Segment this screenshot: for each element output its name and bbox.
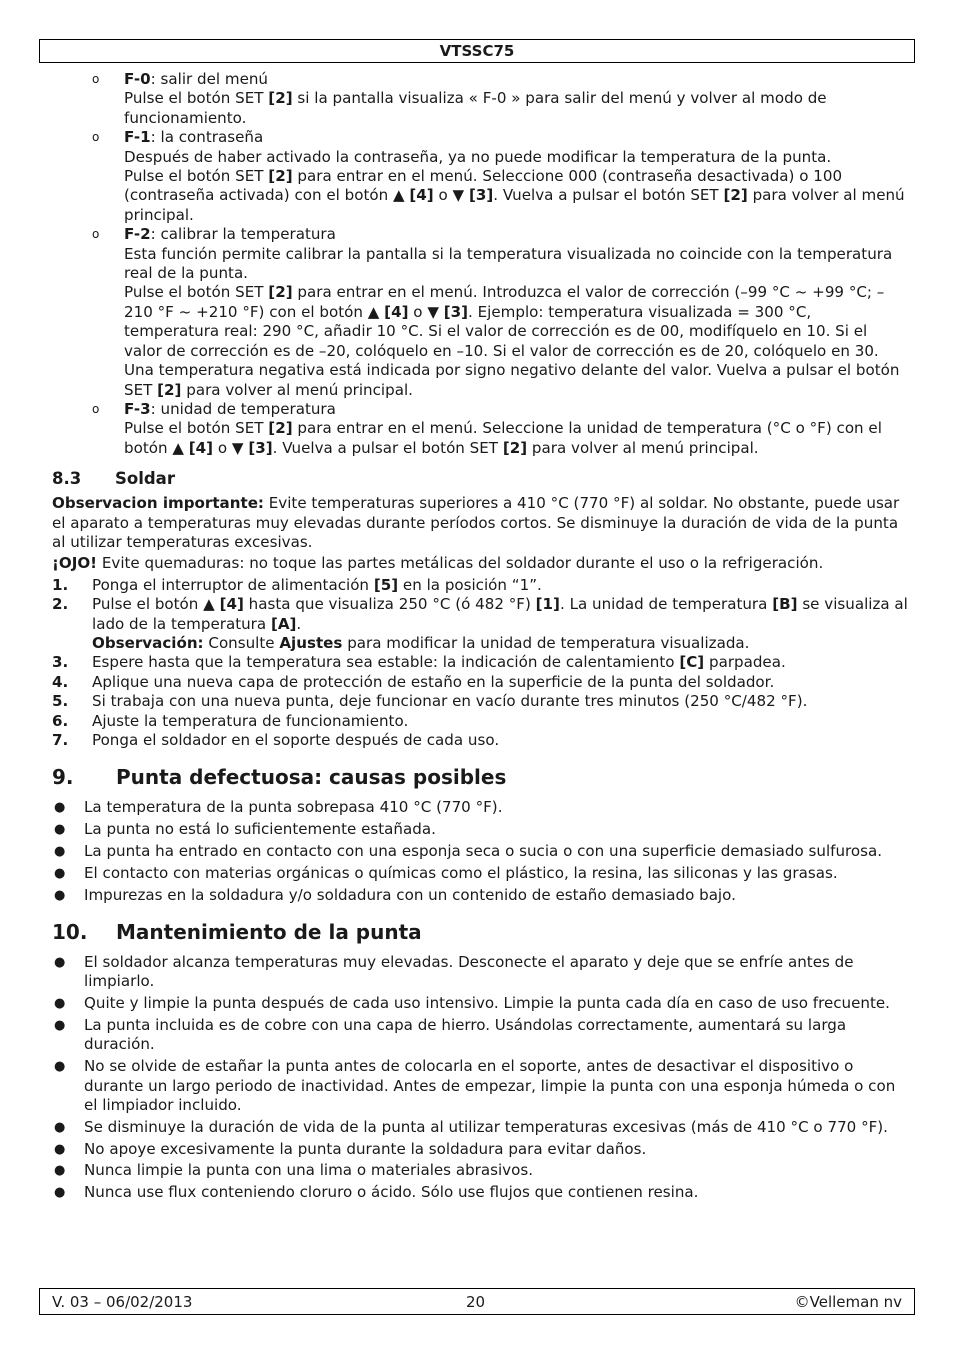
list-item-text: El contacto con materias orgánicas o químicas como el plástico, la resina, las siliconas y las grasas. [84,863,838,882]
list-item-text: No se olvide de estañar la punta antes de colocarla en el soporte, antes de desactivar el dispositivo o durante un largo periodo de inactividad. Antes de empezar, limpie la punta con una esponja húmeda o con el limpiador incluido. [84,1057,896,1115]
page-number: 20 [466,1293,486,1311]
menu-item-paragraph [124,167,908,225]
text-run: para volver al menú principal. [181,380,413,399]
list-item [52,842,908,861]
bold-text: [5] [373,575,399,594]
bold-text: Ajustes [279,633,343,652]
menu-item-f-2 [52,225,908,400]
list-item-text: Impurezas en la soldadura y/o soldadura con un contenido de estaño demasiado bajo. [84,885,736,904]
step-number: 1. [52,575,69,594]
text-run: o ▼ [408,302,444,321]
section-number: 10. [52,920,88,944]
text-run: Aplique una nueva capa de protección de estaño en la superficie de la punta del soldador. [92,672,775,691]
bullet-icon: ● [54,800,66,816]
bullet-icon: ● [54,822,66,838]
bullet-icon: ● [54,1018,66,1033]
list-item-text: Nunca limpie la punta con una lima o materiales abrasivos. [84,1161,534,1180]
important-note [52,494,908,552]
bold-text: [4] [409,186,434,205]
step-number: 6. [52,711,69,730]
text-run: hasta que visualiza 250 °C (ó 482 °F) [243,595,536,614]
list-item-text: La temperatura de la punta sobrepasa 410 °C (770 °F). [84,798,503,817]
menu-title: : unidad de temperatura [150,399,336,418]
menu-item-title [124,70,908,89]
list-item [52,864,908,883]
list-item [52,1016,908,1055]
menu-title: : salir del menú [150,70,268,88]
text-run: o ▼ [433,186,469,205]
page-footer [39,1288,915,1315]
bold-text: [2] [268,167,293,186]
text-run: Pulse el botón SET [124,419,269,438]
list-item-text: Nunca use flux conteniendo cloruro o ácido. Sólo use flujos que contienen resina. [84,1183,699,1202]
text-run: Ponga el interruptor de alimentación [92,575,374,594]
warning-note [52,554,908,573]
step-number: 2. [52,595,69,614]
menu-code: F-1 [124,128,151,147]
page-header [39,39,915,63]
bold-text: [3] [443,302,469,321]
step-item [52,595,908,653]
bullet-icon: ● [54,955,66,970]
text-run: Ajuste la temperatura de funcionamiento. [92,711,409,730]
list-item-text: Se disminuye la duración de vida de la punta al utilizar temperaturas excesivas (más de 410 °C o 770 °F). [84,1117,888,1136]
text-run: . [296,614,302,633]
step-number: 7. [52,731,69,749]
step-item [52,712,908,731]
bullet-icon: ● [54,865,66,881]
list-item [52,994,908,1013]
circle-bullet-icon: o [92,227,100,242]
bold-text: [2] [723,186,748,205]
list-item [52,886,908,905]
circle-bullet-icon: o [92,72,100,86]
text-run: Una temperatura negativa está indicada por signo negativo delante del valor. Vuelva a pulsar el botón SET [124,361,900,399]
text-run: Pulse el botón ▲ [92,595,220,614]
step-paragraph [92,692,908,711]
menu-code: F-3 [124,399,151,418]
bold-text: [3] [468,186,494,205]
list-item [52,1161,908,1180]
step-item [52,692,908,711]
step-paragraph [92,595,908,634]
step-item [52,673,908,692]
bullet-icon: ● [54,1163,66,1179]
page-content [52,70,908,1205]
text-run: para volver al menú principal. [124,186,905,224]
text-run: . Vuelva a pulsar el botón SET [493,186,724,205]
copyright: ©Velleman nv [794,1293,902,1311]
bullet-icon: ● [54,996,66,1012]
step-paragraph [92,653,908,672]
version-date: V. 03 – 06/02/2013 [52,1293,193,1311]
text-run: para volver al menú principal. [527,438,759,457]
menu-code: F-2 [124,225,151,244]
list-item-text: La punta incluida es de cobre con una capa de hierro. Usándolas correctamente, aumentará su larga duración. [84,1016,847,1054]
list-item [52,798,908,817]
text-run: Espere hasta que la temperatura sea estable: la indicación de calentamiento [92,653,680,672]
text-run: parpadea. [704,653,786,672]
bold-text: [2] [268,89,293,108]
text-run: Si trabaja con una nueva punta, deje funcionar en vacío durante tres minutos (250 °C/482 °F). [92,692,808,711]
text-run: . Vuelva a pulsar el botón SET [272,438,503,457]
bold-text: Observación: [92,633,204,652]
menu-item-f-3 [52,400,908,458]
bold-text: [4] [188,438,214,457]
text-run: Evite quemaduras: no toque las partes metálicas del soldador durante el uso o la refrigeración. [97,554,824,573]
list-item [52,1057,908,1115]
text-run: Pulse el botón SET [124,89,269,108]
text-run: para entrar en el menú. Seleccione 000 (contraseña desactivada) o 100 (contraseña activada) con el botón ▲ [124,167,843,205]
text-run: Evite temperaturas superiores a 410 °C (770 °F) al soldar. No obstante, puede usar el aparato a temperaturas muy elevadas durante períodos cortos. Se disminuye la duración de vida de la punta al utilizar temperaturas excesivas. [52,494,900,551]
maintenance-list [52,953,908,1203]
list-item [52,1140,908,1159]
bold-text: Observacion importante: [52,494,264,513]
menu-item-paragraph [124,89,908,128]
section-title: Mantenimiento de la punta [116,920,422,944]
menu-item-f-0 [52,70,908,128]
section-10-heading [52,919,908,945]
bold-text: [3] [248,438,273,457]
list-item [52,1118,908,1137]
bold-text: [4] [384,302,409,321]
text-run: en la posición “1”. [398,575,542,594]
menu-code: F-0 [124,70,151,88]
step-item [52,576,908,595]
step-item [52,653,908,672]
step-paragraph [92,731,908,750]
step-paragraph [92,634,908,653]
defect-causes-list [52,798,908,905]
section-number: 9. [52,765,74,790]
section-title: Soldar [115,469,175,489]
circle-bullet-icon: o [92,401,100,416]
text-run: se visualiza al lado de la temperatura [92,595,908,633]
bold-text: [2] [157,380,182,399]
section-title: Punta defectuosa: causas posibles [116,765,507,790]
text-run: si la pantalla visualiza « F-0 » para salir del menú y volver al modo de funcionamiento. [124,89,827,127]
menu-item-paragraph [124,245,908,284]
text-run: Pulse el botón SET [124,167,269,186]
bullet-icon: ● [54,887,66,903]
step-paragraph [92,576,908,595]
bold-text: [A] [270,614,297,633]
list-item [52,820,908,839]
bullet-icon: ● [54,1059,66,1075]
text-run: para entrar en el menú. Seleccione la unidad de temperatura (°C o °F) con el botón ▲ [124,419,882,457]
menu-item-title [124,128,908,147]
section-number: 8.3 [52,469,82,489]
bold-text: [C] [679,653,705,672]
bold-text: [2] [268,419,293,438]
text-run: o ▼ [213,438,249,457]
list-item-text: La punta no está lo suficientemente estañada. [84,820,436,839]
menu-item-paragraph [124,148,908,167]
step-number: 3. [52,653,69,672]
circle-bullet-icon: o [92,130,100,145]
text-run: Esta función permite calibrar la pantalla si la temperatura visualizada no coincide con la temperatura real de la punta. [124,244,893,283]
menu-item-paragraph [124,283,908,361]
text-run: . Ejemplo: temperatura visualizada = 300 °C, temperatura real: 290 °C, añadir 10 °C. Si el valor de corrección es de 00, modifíquelo en 10. Si el valor de corrección es de –20, colóquelo en –10. Si el valor de corrección es de 20, colóquelo en 30. [124,302,879,360]
text-run: Pulse el botón SET [124,283,269,302]
bullet-icon: ● [54,844,66,859]
menu-item-paragraph [124,361,908,400]
section-9-heading [52,764,908,790]
step-paragraph [92,673,908,692]
step-paragraph [92,712,908,731]
text-run: para entrar en el menú. Introduzca el valor de corrección (–99 °C ~ +99 °C; –210 °F ~ +210 °F) con el botón ▲ [124,283,885,321]
bullet-icon: ● [54,1141,66,1157]
list-item-text: La punta ha entrado en contacto con una esponja seca o sucia o con una superficie demasiado sulfurosa. [84,842,883,860]
list-item [52,1183,908,1202]
section-8-3-heading [52,468,908,490]
bold-text: ¡OJO! [52,554,98,573]
menu-title: : calibrar la temperatura [150,225,336,244]
text-run: Ponga el soldador en el soporte después de cada uso. [92,731,500,749]
bold-text: [B] [772,595,798,614]
list-item [52,953,908,992]
menu-item-f-1 [52,128,908,225]
list-item-text: El soldador alcanza temperaturas muy elevadas. Desconecte el aparato y deje que se enfríe antes de limpiarlo. [84,953,854,991]
text-run: para modificar la unidad de temperatura visualizada. [342,633,750,652]
document-code: VTSSC75 [439,42,515,60]
text-run: . La unidad de temperatura [559,595,773,614]
bold-text: [2] [268,283,293,302]
menu-title: : la contraseña [150,128,264,147]
menu-item-title [124,225,908,244]
text-run: Consulte [203,633,280,652]
menu-item-title [124,400,908,419]
step-number: 5. [52,692,69,711]
bold-text: [1] [535,595,560,614]
menu-function-list [52,70,908,458]
soldering-steps-list [52,576,908,751]
step-item [52,731,908,750]
step-number: 4. [52,672,69,691]
bold-text: [4] [219,595,244,614]
list-item-text: No apoye excesivamente la punta durante la soldadura para evitar daños. [84,1139,647,1158]
list-item-text: Quite y limpie la punta después de cada uso intensivo. Limpie la punta cada día en caso de uso frecuente. [84,994,890,1013]
text-run: Después de haber activado la contraseña, ya no puede modificar la temperatura de la punta. [124,147,832,166]
bullet-icon: ● [54,1119,66,1135]
bullet-icon: ● [54,1185,66,1201]
bold-text: [2] [502,438,528,457]
menu-item-paragraph [124,419,908,458]
